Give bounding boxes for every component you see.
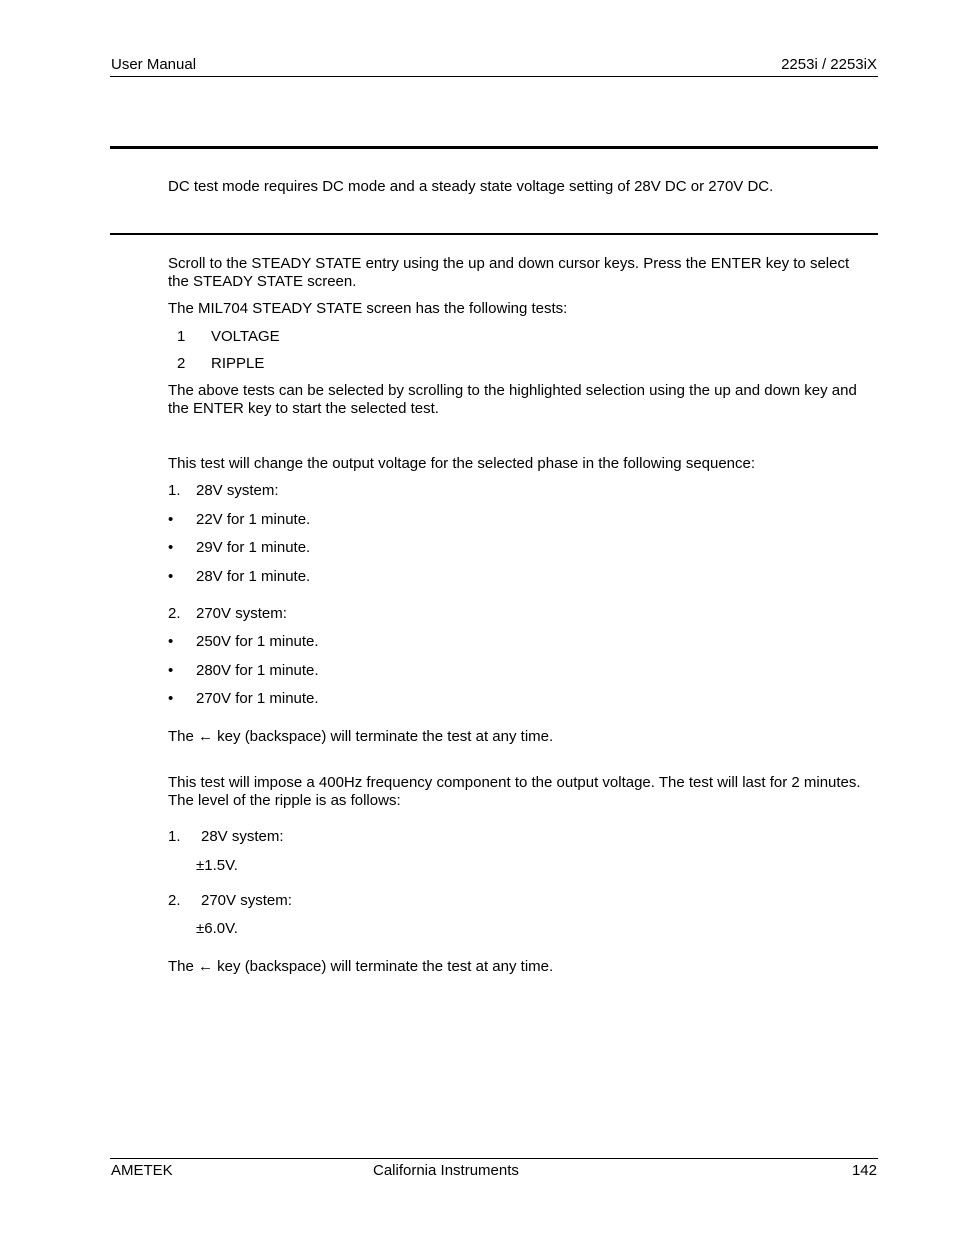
ripple-test-intro: This test will impose a 400Hz frequency component to the output voltage. The test will last for 2 minutes. The level of the ripple is as follows: (168, 774, 861, 809)
voltage-test-intro: This test will change the output voltage for the selected phase in the following sequence: (168, 455, 756, 472)
system-label-270v: 270V system: (201, 892, 292, 909)
steady-state-para1: Scroll to the STEADY STATE entry using the up and down cursor keys. Press the ENTER key to select the STEADY STATE screen. (168, 255, 850, 290)
system-label-28v: 28V system: (201, 828, 284, 845)
subsection-rule (110, 233, 878, 235)
footer-company: AMETEK (111, 1162, 173, 1179)
bullet: • (168, 568, 174, 585)
section-rule (110, 146, 878, 149)
bullet: • (168, 662, 174, 679)
section-intro: DC test mode requires DC mode and a steady state voltage setting of 28V DC or 270V DC. (168, 178, 774, 195)
ripple-level-270v: ±6.0V. (196, 920, 238, 937)
voltage-test-note: The ← key (backspace) will terminate the test at any time. (168, 728, 554, 745)
bullet: • (168, 539, 174, 556)
list-number: 1. (168, 828, 181, 845)
steady-state-para3: The above tests can be selected by scrolling to the highlighted selection using the up and down key and the ENTER key to start the selected test. (168, 382, 857, 417)
list-item: 280V for 1 minute. (196, 662, 319, 679)
bullet: • (168, 633, 174, 650)
list-item: 28V for 1 minute. (196, 568, 311, 585)
header-rule (110, 76, 878, 77)
list-item: 250V for 1 minute. (196, 633, 319, 650)
test-number: 2 (177, 355, 186, 372)
list-number: 2. (168, 605, 181, 622)
system-label-28v: 28V system: (196, 482, 279, 499)
ripple-test-note: The ← key (backspace) will terminate the test at any time. (168, 958, 554, 975)
list-number: 1. (168, 482, 181, 499)
steady-state-para2: The MIL704 STEADY STATE screen has the following tests: (168, 300, 568, 317)
header-model: 2253i / 2253iX (781, 56, 877, 73)
test-label-ripple: RIPPLE (211, 355, 265, 372)
footer-division: California Instruments (373, 1162, 519, 1179)
ripple-level-28v: ±1.5V. (196, 857, 238, 874)
list-item: 270V for 1 minute. (196, 690, 319, 707)
test-number: 1 (177, 328, 186, 345)
bullet: • (168, 511, 174, 528)
list-item: 22V for 1 minute. (196, 511, 311, 528)
test-label-voltage: VOLTAGE (211, 328, 280, 345)
header-title: User Manual (111, 56, 197, 73)
list-item: 29V for 1 minute. (196, 539, 311, 556)
bullet: • (168, 690, 174, 707)
page-number: 142 (851, 1162, 877, 1179)
list-number: 2. (168, 892, 181, 909)
footer-rule (110, 1158, 878, 1159)
system-label-270v: 270V system: (196, 605, 287, 622)
